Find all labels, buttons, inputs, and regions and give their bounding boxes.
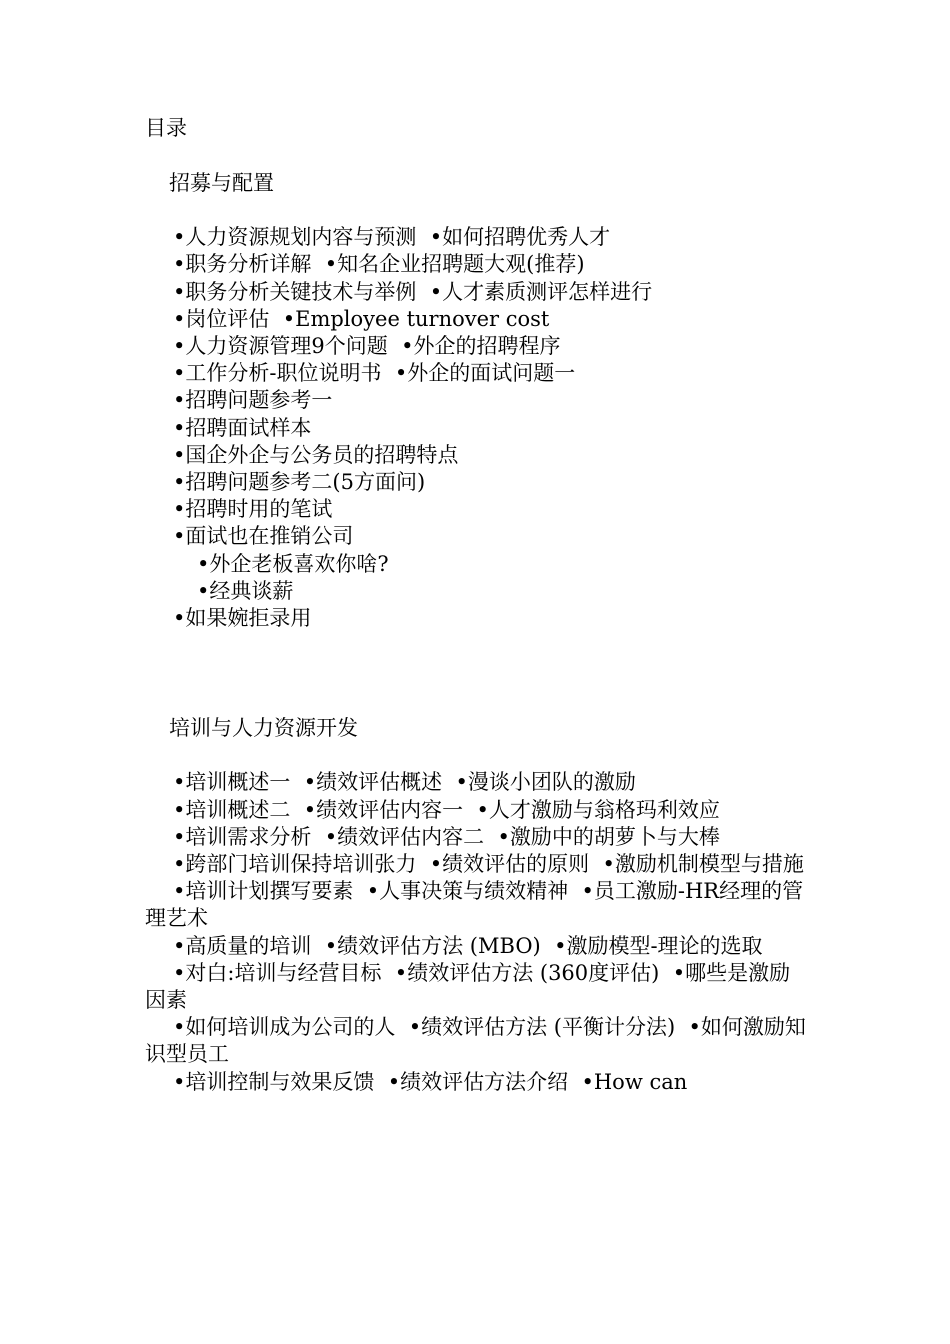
list-item[interactable]: •对白:培训与经营目标 •绩效评估方法 (360度评估) •哪些是激励因素 xyxy=(145,960,791,1013)
list-item[interactable]: •培训概述二 •绩效评估内容一 •人才激励与翁格玛利效应 xyxy=(173,797,720,822)
list-item[interactable]: •面试也在推销公司 xyxy=(173,524,354,549)
list-item[interactable]: •工作分析-职位说明书 •外企的面试问题一 xyxy=(173,361,576,386)
list-item[interactable]: •招聘问题参考一 xyxy=(173,388,333,413)
list-item[interactable]: •外企老板喜欢你啥? xyxy=(197,551,389,576)
list-item[interactable]: •招聘面试样本 xyxy=(173,415,312,440)
list-item[interactable]: •招聘时用的笔试 xyxy=(173,497,333,522)
recruitment-link-list xyxy=(145,224,810,632)
list-item[interactable]: •培训需求分析 •绩效评估内容二 •激励中的胡萝卜与大棒 xyxy=(173,824,720,849)
list-item[interactable]: •岗位评估 •Employee turnover cost xyxy=(173,306,550,331)
toc-title: 目录 xyxy=(145,116,187,140)
list-item[interactable]: •国企外企与公务员的招聘特点 xyxy=(173,442,459,467)
list-item[interactable]: •如何培训成为公司的人 •绩效评估方法 (平衡计分法) •如何激励知识型员工 xyxy=(145,1015,806,1067)
list-item[interactable]: •人力资源管理9个问题 •外企的招聘程序 xyxy=(173,334,561,359)
list-item[interactable]: •培训概述一 •绩效评估概述 •漫谈小团队的激励 xyxy=(173,770,636,795)
list-item[interactable]: •职务分析关键技术与举例 •人才素质测评怎样进行 xyxy=(173,279,653,304)
list-item[interactable]: •跨部门培训保持培训张力 •绩效评估的原则 •激励机制模型与措施 xyxy=(173,852,804,877)
section-heading-recruitment: 招募与配置 xyxy=(169,171,274,195)
document-page xyxy=(145,115,810,1096)
list-item[interactable]: •如果婉拒录用 xyxy=(173,606,312,631)
list-item[interactable]: •培训控制与效果反馈 •绩效评估方法介绍 •How can xyxy=(173,1069,688,1094)
list-item[interactable]: •职务分析详解 •知名企业招聘题大观(推荐) xyxy=(173,252,585,277)
list-item[interactable]: •培训计划撰写要素 •人事决策与绩效精神 •员工激励-HR经理的管理艺术 xyxy=(145,879,804,931)
list-item[interactable]: •经典谈薪 xyxy=(197,578,294,603)
list-item[interactable]: •人力资源规划内容与预测 •如何招聘优秀人才 xyxy=(173,225,611,250)
training-link-list xyxy=(145,769,810,1095)
section-heading-training: 培训与人力资源开发 xyxy=(169,716,358,741)
list-item[interactable]: •招聘问题参考二(5方面问) xyxy=(173,470,426,495)
list-item[interactable]: •高质量的培训 •绩效评估方法 (MBO) •激励模型-理论的选取 xyxy=(173,933,763,958)
